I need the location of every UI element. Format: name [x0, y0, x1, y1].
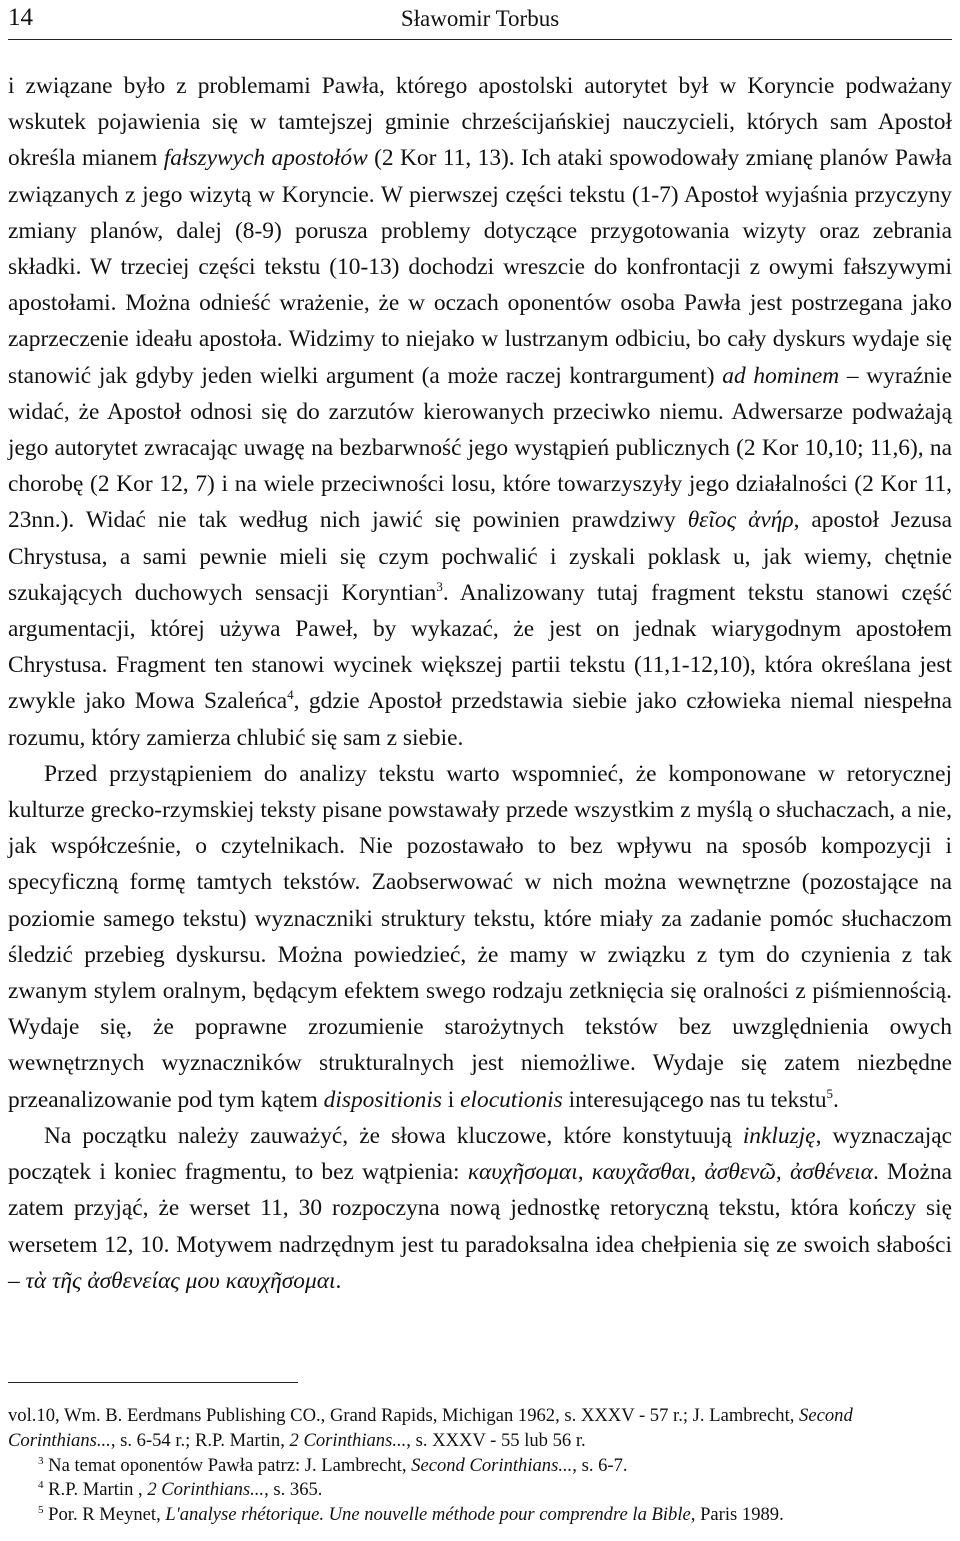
footnote-ref-5: 5 [826, 1085, 834, 1101]
header-divider [8, 39, 952, 40]
running-title: Sławomir Torbus [400, 6, 560, 31]
paragraph-2: Przed przystąpieniem do analizy tekstu warto wspomnieć, że komponowane w retorycznej kulturze grecko-rzymskiej teksty pisane powstawały przede wszystkim z myślą o słuchaczach, a nie, jak współcześnie, o czytelnikach. Nie pozostawało to bez wpływu na sposób kompozycji i specyficzną formę tamtych tekstów. Zaobserwować w nich można wewnętrzne (pozostające na poziomie samego tekstu) wyznaczniki struktury tekstu, które miały za zadanie pomóc słuchaczom śledzić przebieg dyskursu. Można powiedzieć, że mamy w związku z tym do czynienia z tak zwanym stylem oralnym, będącym efektem swego rodzaju zetknięcia się oralności z piśmiennością. Wydaje się, że poprawne zrozumienie starożytnych tekstów bez uwzględnienia owych wewnętrznych wyznaczników strukturalnych jest niemożliwe. Wydaje się zatem niezbędne przeanalizowanie pod tym kątem dispositionis i elocutionis interesującego nas tu tekstu$^5$. [8, 760, 952, 1113]
footnote-continuation: vol.10, Wm. B. Eerdmans Publishing CO., Grand Rapids, Michigan 1962, s. XXXV - 57 r.; J. Lambrecht, Second Corinthians..., s. 6-54 r.; R.P. Martin, 2 Corinthians..., s. XXXV - 55 lub 56 r. [8, 1405, 853, 1451]
footnote-divider [8, 1382, 298, 1383]
footnote-3: $^3$ Na temat oponentów Pawła patrz: J. Lambrecht, Second Corinthians..., s. 6-7. [38, 1454, 628, 1476]
footnotes [8, 1404, 952, 1528]
footnote-ref-4: 4 [287, 687, 294, 703]
footnote-5: $^5$ Por. R Meynet, L'analyse rhétorique. Une nouvelle méthode pour comprendre la Bible, Paris 1989. [38, 1504, 784, 1526]
main-text [8, 68, 952, 1299]
page-header [8, 4, 952, 36]
paragraph-3: Na początku należy zauważyć, że słowa kluczowe, które konstytuują inkluzję, wyznaczając początek i koniec fragmentu, to bez wątpienia: καυχῆσομαι, καυχᾶσθαι, ἀσθενῶ, ἀσθένεια. Można zatem przyjąć, że werset 11, 30 rozpoczyna nową jednostkę retoryczną tekstu, która kończy się wersetem 12, 10. Motywem nadrzędnym jest tu paradoksalna idea chełpienia się ze swoich słabości – τὰ τῆς ἀσθενείας μου καυχῆσομαι. [8, 1122, 952, 1294]
footnote-4: $^4$ R.P. Martin , 2 Corinthians..., s. 365. [38, 1479, 323, 1501]
paragraph-1: i związane było z problemami Pawła, którego apostolski autorytet był w Koryncie podważany wskutek pojawienia się w tamtejszej gminie chrześcijańskiej nauczycieli, których sam Apostoł określa mianem fałszywych apostołów (2 Kor 11, 13). Ich ataki spowodowały zmianę planów Pawła związanych z jego wizytą w Koryncie. W pierwszej części tekstu (1-7) Apostoł wyjaśnia przyczyny zmiany planów, dalej (8-9) porusza problemy dotyczące przygotowania wizyty oraz zebrania składki. W trzeciej części tekstu (10-13) dochodzi wreszcie do konfrontacji z owymi fałszywymi apostołami. Można odnieść wrażenie, że w oczach oponentów osoba Pawła jest postrzegana jako zaprzeczenie ideału apostoła. Widzimy to niejako w lustrzanym odbiciu, bo cały dyskurs wydaje się stanowić jak gdyby jeden wielki argument (a może raczej kontrargument) ad hominem – wyraźnie widać, że Apostoł odnosi się do zarzutów kierowanych przeciwko niemu. Adwersarze podważają jego autorytet zwracając uwagę na bezbarwność jego wystąpień publicznych (2 Kor 10,10; 11,6), na chorobę (2 Kor 12, 7) i na wiele przeciwności losu, które towarzyszyły jego działalności (2 Kor 11, 23nn.). Widać nie tak według nich jawić się powinien prawdziwy θεῖος ἀνήρ, apostoł Jezusa Chrystusa, a sami pewnie mieli się czym pochwalić i zyskali poklask u, jak wiemy, chętnie szukających duchowych sensacji Koryntian$^3$. Analizowany tutaj fragment tekstu stanowi część argumentacji, której używa Paweł, by wykazać, że jest on jednak wiarygodnym apostołem Chrystusa. Fragment ten stanowi wycinek większej partii tekstu (11,1-12,10), która określana jest zwykle jako Mowa Szaleńca$^4$, gdzie Apostoł przedstawia siebie jako człowieka niemal niespełna rozumu, który zamierza chlubić się sam z siebie. [8, 73, 953, 751]
page-number: 14 [8, 4, 33, 31]
footnote-ref-3: 3 [436, 579, 443, 595]
